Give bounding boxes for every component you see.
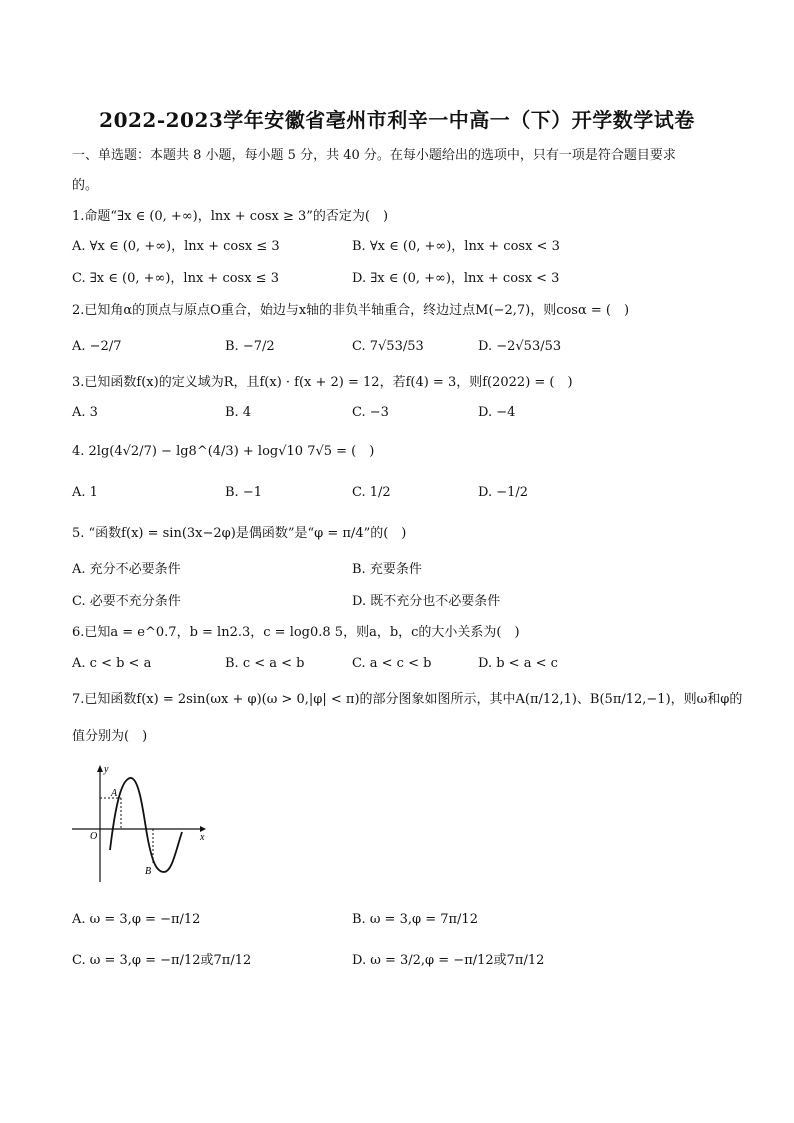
q4-stem: 4. 2lg(4√2/7) − lg8^(4/3) + log√10 7√5 = ( ) <box>72 444 375 459</box>
q7-sine-graph <box>68 760 208 886</box>
q6-stem: 6.已知a = e^0.7，b = ln2.3，c = log0.8 5，则a，b，c的大小关系为( ) <box>72 625 520 640</box>
section-header-line1: 一、单选题：本题共 8 小题，每小题 5 分，共 40 分。在每小题给出的选项中，只有一项是符合题目要求 <box>72 148 676 163</box>
q3-stem: 3.已知函数f(x)的定义域为R，且f(x) · f(x + 2) = 12，若f(4) = 3，则f(2022) = ( ) <box>72 375 573 390</box>
q7-option-d[interactable]: D. ω = 3/2,φ = −π/12或7π/12 <box>352 953 545 968</box>
q4-option-c[interactable]: C. 1/2 <box>352 485 391 500</box>
q1-stem: 1.命题“∃x ∈ (0, +∞)，lnx + cosx ≥ 3”的否定为( ) <box>72 209 389 224</box>
origin-label: O <box>90 831 98 842</box>
x-label: x <box>200 832 205 843</box>
point-a-label: A <box>111 788 118 799</box>
q1-option-d[interactable]: D. ∃x ∈ (0, +∞)，lnx + cosx < 3 <box>352 271 560 286</box>
q4-option-b[interactable]: B. −1 <box>225 485 262 500</box>
q6-option-a[interactable]: A. c < b < a <box>72 656 152 671</box>
y-axis-arrow-icon <box>97 765 103 772</box>
section-header-line2: 的。 <box>72 178 99 193</box>
q6-option-d[interactable]: D. b < a < c <box>478 656 558 671</box>
q4-option-d[interactable]: D. −1/2 <box>478 485 529 500</box>
q2-option-d[interactable]: D. −2√53/53 <box>478 339 562 354</box>
q7-option-c[interactable]: C. ω = 3,φ = −π/12或7π/12 <box>72 953 252 968</box>
q3-option-a[interactable]: A. 3 <box>72 405 98 420</box>
q3-option-b[interactable]: B. 4 <box>225 405 252 420</box>
q7-option-b[interactable]: B. ω = 3,φ = 7π/12 <box>352 912 478 927</box>
q6-option-c[interactable]: C. a < c < b <box>352 656 432 671</box>
q1-option-a[interactable]: A. ∀x ∈ (0, +∞)，lnx + cosx ≤ 3 <box>72 239 280 254</box>
q5-option-d[interactable]: D. 既不充分也不必要条件 <box>352 594 501 609</box>
q7-option-a[interactable]: A. ω = 3,φ = −π/12 <box>72 912 201 927</box>
q7-stem-line1: 7.已知函数f(x) = 2sin(ωx + φ)(ω > 0,|φ| < π)的部分图象如图所示，其中A(π/12,1)、B(5π/12,−1)，则ω和φ的 <box>72 692 743 707</box>
q5-option-a[interactable]: A. 充分不必要条件 <box>72 562 181 577</box>
q6-option-b[interactable]: B. c < a < b <box>225 656 305 671</box>
q7-stem-line2: 值分别为( ) <box>72 729 148 744</box>
q1-option-b[interactable]: B. ∀x ∈ (0, +∞)，lnx + cosx < 3 <box>352 239 560 254</box>
q4-option-a[interactable]: A. 1 <box>72 485 98 500</box>
q5-stem: 5. “函数f(x) = sin(3x−2φ)是偶函数”是“φ = π/4”的( ) <box>72 526 407 541</box>
q1-option-c[interactable]: C. ∃x ∈ (0, +∞)，lnx + cosx ≤ 3 <box>72 271 279 286</box>
point-b-label: B <box>145 866 152 877</box>
q2-option-c[interactable]: C. 7√53/53 <box>352 339 424 354</box>
q3-option-c[interactable]: C. −3 <box>352 405 389 420</box>
y-label: y <box>104 764 109 775</box>
q2-option-b[interactable]: B. −7/2 <box>225 339 275 354</box>
q3-option-d[interactable]: D. −4 <box>478 405 516 420</box>
q2-stem: 2.已知角α的顶点与原点O重合，始边与x轴的非负半轴重合，终边过点M(−2,7)，则cosα = ( ) <box>72 303 630 318</box>
q2-option-a[interactable]: A. −2/7 <box>72 339 122 354</box>
page-title: 2022-2023学年安徽省亳州市利辛一中高一（下）开学数学试卷 <box>99 108 695 132</box>
q5-option-c[interactable]: C. 必要不充分条件 <box>72 594 181 609</box>
q5-option-b[interactable]: B. 充要条件 <box>352 562 422 577</box>
sine-curve <box>110 778 182 872</box>
